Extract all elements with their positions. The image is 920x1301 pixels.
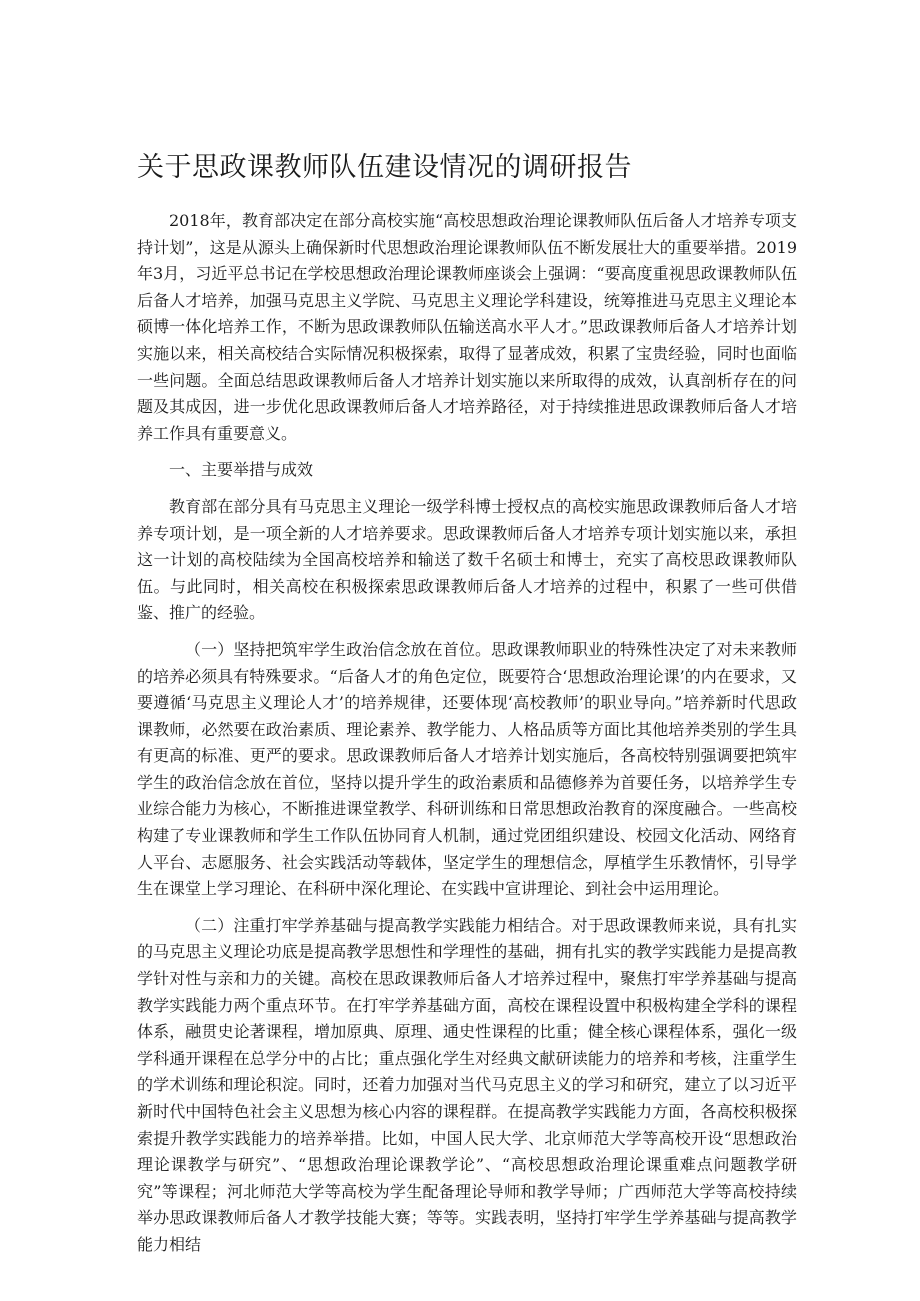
point-two-paragraph: （二）注重打牢学养基础与提高教学实践能力相结合。对于思政课教师来说，具有扎实的马克思主义理论功底是提高教学思想性和学理性的基础，拥有扎实的教学实践能力是提高教学针对性与亲和力的关键。高校在思政课教师后备人才培养过程中，聚焦打牢学养基础与提高教学实践能力两个重点环节。在打牢学养基础方面，高校在课程设置中积极构建全学科的课程体系，融贯史论著课程，增加原典、原理、通史性课程的比重；健全核心课程体系，强化一级学科通开课程在总学分中的占比；重点强化学生对经典文献研读能力的培养和考核，注重学生的学术训练和理论积淀。同时，还着力加强对当代马克思主义的学习和研究，建立了以习近平新时代中国特色社会主义思想为核心内容的课程群。在提高教学实践能力方面，各高校积极探索提升教学实践能力的培养举措。比如，中国人民大学、北京师范大学等高校开设“思想政治理论课教学与研究”、“思想政治理论课教学论”、“高校思想政治理论课重难点问题教学研究”等课程；河北师范大学等高校为学生配备理论导师和教学导师；广西师范大学等高校持续举办思政课教师后备人才教学技能大赛；等等。实践表明，坚持打牢学生学养基础与提高教学能力相结 <box>137 915 797 1254</box>
document-page <box>137 150 797 1269</box>
intro-paragraph: 2018年，教育部决定在部分高校实施“高校思想政治理论课教师队伍后备人才培养专项支持计划”，这是从源头上确保新时代思想政治理论课教师队伍不断发展壮大的重要举措。2019年3月，习近平总书记在学校思想政治理论课教师座谈会上强调：“要高度重视思政课教师队伍后备人才培养，加强马克思主义学院、马克思主义理论学科建设，统筹推进马克思主义理论本硕博一体化培养工作，不断为思政课教师队伍输送高水平人才。”思政课教师后备人才培养计划实施以来，相关高校结合实际情况积极探索，取得了显著成效，积累了宝贵经验，同时也面临一些问题。全面总结思政课教师后备人才培养计划实施以来所取得的成效，认真剖析存在的问题及其成因，进一步优化思政课教师后备人才培养路径，对于持续推进思政课教师后备人才培养工作具有重要意义。 <box>137 211 797 443</box>
section-intro-paragraph: 教育部在部分具有马克思主义理论一级学科博士授权点的高校实施思政课教师后备人才培养专项计划，是一项全新的人才培养要求。思政课教师后备人才培养专项计划实施以来，承担这一计划的高校陆续为全国高校培养和输送了数千名硕士和博士，充实了高校思政课教师队伍。与此同时，相关高校在积极探索思政课教师后备人才培养的过程中，积累了一些可供借鉴、推广的经验。 <box>137 496 797 623</box>
point-one-paragraph: （一）坚持把筑牢学生政治信念放在首位。思政课教师职业的特殊性决定了对未来教师的培养必须具有特殊要求。“后备人才的角色定位，既要符合‘思想政治理论课’的内在要求，又要遵循‘马克思主义理论人才’的培养规律，还要体现‘高校教师’的职业导向。”培养新时代思政课教师，必然要在政治素质、理论素养、教学能力、人格品质等方面比其他培养类别的学生具有更高的标准、更严的要求。思政课教师后备人才培养计划实施后，各高校特别强调要把筑牢学生的政治信念放在首位，坚持以提升学生的政治素质和品德修养为首要任务，以培养学生专业综合能力为核心，不断推进课堂教学、科研训练和日常思想政治教育的深度融合。一些高校构建了专业课教师和学生工作队伍协同育人机制，通过党团组织建设、校园文化活动、网络育人平台、志愿服务、社会实践活动等载体，坚定学生的理想信念，厚植学生乐教情怀，引导学生在课堂上学习理论、在科研中深化理论、在实践中宣讲理论、到社会中运用理论。 <box>137 639 797 899</box>
document-title: 关于思政课教师队伍建设情况的调研报告 <box>137 152 632 183</box>
section-heading: 一、主要举措与成效 <box>169 460 314 480</box>
